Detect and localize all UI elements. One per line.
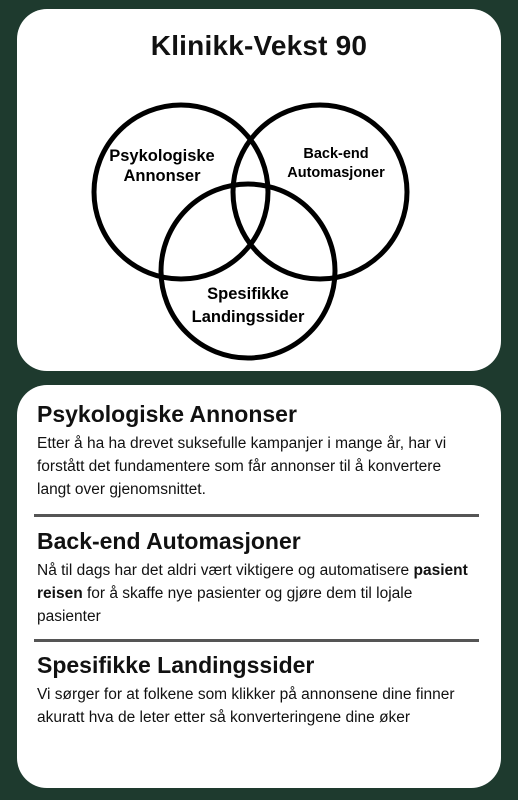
label-landingssider-line2: Landingssider (191, 308, 305, 326)
label-psykologiske-line2: Annonser (123, 167, 201, 185)
section-text: Etter å ha ha drevet suksefulle kampanjer i mange år, har vi forstått det fundamentere som får annonser til å konvertere langt over gjenomsnittet. (37, 435, 447, 498)
section-text-before: Nå til dags har det aldri vært viktigere og automatisere (37, 562, 414, 579)
venn-diagram (17, 9, 501, 371)
section-text: Vi sørger for at folkene som klikker på annonsene dine finner akuratt hva de leter etter så konverteringene dine øker (37, 686, 455, 726)
diagram-title: Klinikk-Vekst 90 (150, 30, 368, 61)
section-heading: Psykologiske Annonser (37, 401, 297, 427)
label-backend-line2: Automasjoner (287, 165, 385, 181)
section-text-after: for å skaffe nye pasienter og gjøre dem til lojale pasienter (37, 585, 413, 625)
section-text (37, 559, 477, 628)
venn-card (17, 9, 501, 371)
label-psykologiske-line1: Psykologiske (109, 147, 215, 165)
section-heading: Spesifikke Landingssider (37, 652, 315, 678)
label-landingssider-line1: Spesifikke (207, 285, 289, 303)
divider (34, 514, 479, 517)
section-spesifikke-landingssider (37, 650, 477, 729)
section-text-bold: pasient reisen (37, 562, 468, 602)
circle-spesifikke-landingssider (161, 184, 335, 358)
section-back-end-automasjoner (37, 526, 477, 628)
circle-back-end-automasjoner (233, 105, 407, 279)
label-backend-line1: Back-end (303, 146, 369, 162)
description-card (17, 385, 501, 788)
divider (34, 639, 479, 642)
circle-psykologiske-annonser (94, 105, 268, 279)
section-heading: Back-end Automasjoner (37, 528, 301, 554)
section-psykologiske-annonser (37, 399, 477, 501)
